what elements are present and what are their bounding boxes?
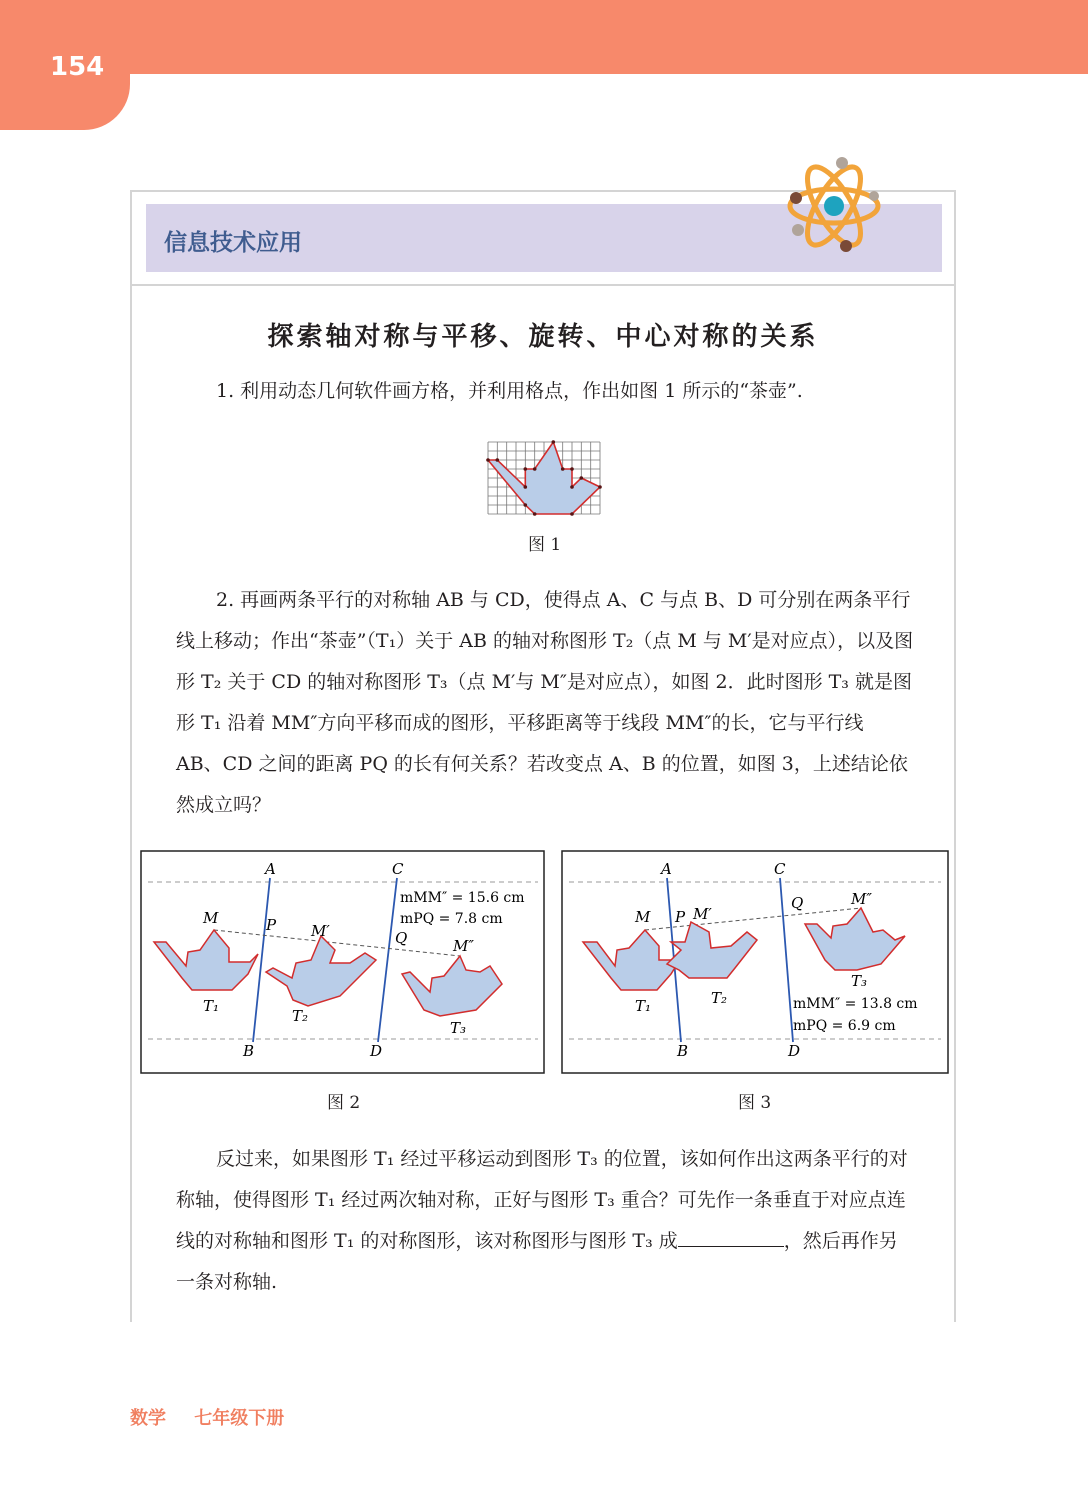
label-q: Q	[791, 894, 804, 912]
label-c: C	[392, 860, 404, 878]
label-m-prime: M′	[693, 905, 712, 923]
measure-pq: mPQ = 6.9 cm	[793, 1018, 896, 1034]
label-p: P	[266, 916, 277, 934]
footer-subject: 数学	[130, 1408, 166, 1429]
step2-text: 2. 再画两条平行的对称轴 AB 与 CD，使得点 A、C 与点 B、D 可分别在两条平行线上移动；作出“茶壶”（T₁）关于 AB 的轴对称图形 T₂（点 M 与 M′是对应点），以及图形 T₂ 关于 CD 的轴对称图形 T₃（点 M′与 M″是对应点），如图 2．此时图形 T₃ 就是图形 T₁ 沿着 MM″方向平移而成的图形，平移距离等于线段 MM″的长，它与平行线 AB、CD 之间的距离 PQ 的长有何关系？若改变点 A、B 的位置，如图 3，上述结论依然成立吗？	[176, 589, 914, 816]
figure2-caption: 图 2	[327, 1093, 361, 1113]
label-d: D	[370, 1042, 383, 1060]
footer	[130, 1404, 284, 1430]
figure1-teapot-grid	[480, 434, 610, 520]
label-t2: T₂	[292, 1007, 309, 1025]
section-title: 信息技术应用	[164, 230, 302, 256]
label-b: B	[677, 1042, 689, 1060]
label-m-double-prime: M″	[453, 937, 474, 955]
label-m-double-prime: M″	[851, 890, 872, 908]
label-c: C	[774, 860, 786, 878]
figure1-caption: 图 1	[528, 535, 562, 555]
label-p: P	[675, 908, 686, 926]
measure-pq: mPQ = 7.8 cm	[400, 911, 503, 927]
figure3-diagram	[561, 850, 951, 1076]
footer-grade: 七年级下册	[194, 1408, 285, 1429]
label-b: B	[243, 1042, 255, 1060]
label-t3: T₃	[851, 972, 868, 990]
measure-mm: mMM″ = 13.8 cm	[793, 996, 918, 1012]
label-m-prime: M′	[311, 922, 330, 940]
label-a: A	[265, 860, 276, 878]
label-a: A	[661, 860, 672, 878]
atom-icon	[780, 150, 890, 260]
label-d: D	[788, 1042, 801, 1060]
step3-text-after-blank: ，然后再作另一条对称轴.	[176, 1230, 898, 1293]
label-m: M	[203, 909, 219, 927]
page-number: 154	[50, 52, 105, 82]
top-band	[0, 0, 1088, 74]
measure-mm: mMM″ = 15.6 cm	[400, 890, 525, 906]
step3-text	[176, 1139, 914, 1303]
figure3-caption: 图 3	[738, 1093, 772, 1113]
header-divider	[132, 284, 956, 286]
step1-text: 1. 利用动态几何软件画方格，并利用格点，作出如图 1 所示的“茶壶”.	[216, 380, 803, 402]
label-t3: T₃	[450, 1019, 467, 1037]
figure2-diagram	[140, 850, 546, 1076]
label-t1: T₁	[203, 997, 220, 1015]
label-t1: T₁	[635, 997, 652, 1015]
label-t2: T₂	[711, 989, 728, 1007]
label-q: Q	[395, 929, 408, 947]
answer-blank[interactable]	[678, 1224, 784, 1247]
step3-text-before-blank: 反过来，如果图形 T₁ 经过平移运动到图形 T₃ 的位置，该如何作出这两条平行的对称轴，使得图形 T₁ 经过两次轴对称，正好与图形 T₃ 重合？可先作一条垂直于对应点连线的对称轴和图形 T₁ 的对称图形，该对称图形与图形 T₃ 成	[176, 1148, 908, 1252]
label-m: M	[635, 908, 651, 926]
article-title: 探索轴对称与平移、旋转、中心对称的关系	[267, 322, 819, 352]
